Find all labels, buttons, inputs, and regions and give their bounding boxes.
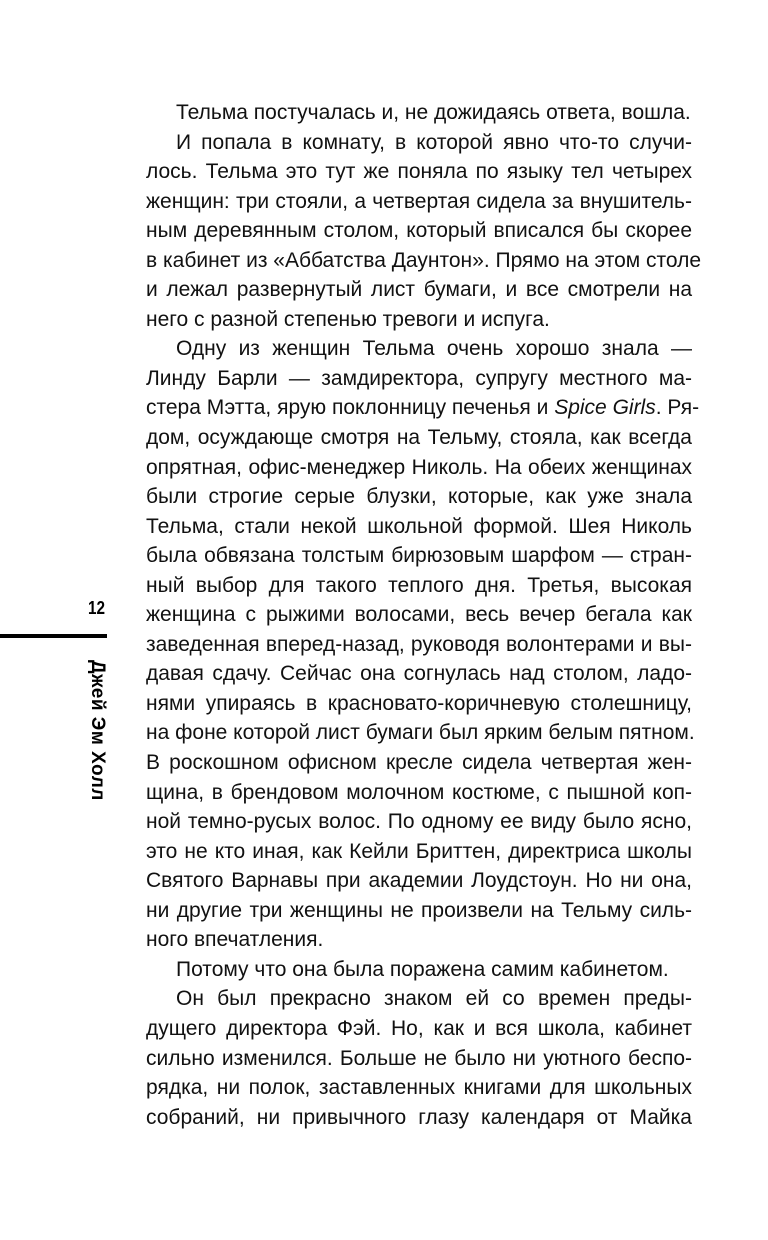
- page-number: 12: [88, 598, 106, 618]
- text-line: рядка, ни полок, заставленных книгами для школьных: [146, 1076, 692, 1100]
- text-line: Тельма, стали некой школьной формой. Шея Николь: [146, 514, 692, 538]
- text-line: Одну из женщин Тельма очень хорошо знала —: [176, 337, 692, 361]
- band-name: Spice Girls: [554, 396, 656, 420]
- text-line: него с разной степенью тревоги и испуга.: [146, 307, 550, 331]
- text-line: была обвязана толстым бирюзовым шарфом — стран-: [146, 544, 692, 568]
- text-line: ной темно-русых волос. По одному ее виду было ясно,: [146, 810, 692, 834]
- text-line: женщина с рыжими волосами, весь вечер бегала как: [146, 603, 692, 627]
- text-line: лось. Тельма это тут же поняла по языку тел четырех: [146, 160, 692, 184]
- text-line: дущего директора Фэй. Но, как и вся школа, кабинет: [146, 1016, 692, 1040]
- text-line: Он был прекрасно знаком ей со времен преды-: [176, 987, 692, 1011]
- text-line: собраний, ни привычного глазу календаря от Майка: [146, 1105, 692, 1129]
- text-line: стера Мэтта, ярую поклонницу печенья и Spice Girls. Ря-: [146, 396, 700, 420]
- running-head: [84, 660, 108, 820]
- text-line: дом, осуждающе смотря на Тельму, стояла, как всегда: [146, 426, 692, 450]
- text-line: ного впечатления.: [146, 928, 324, 952]
- text-line: И попала в комнату, в которой явно что-то случи-: [176, 130, 692, 154]
- text-line: в кабинет из «Аббатства Даунтон». Прямо на этом столе: [146, 248, 702, 272]
- text-line: ни другие три женщины не произвели на Тельму силь-: [146, 898, 692, 922]
- text-line: Линду Барли — замдиректора, супругу местного ма-: [146, 366, 692, 390]
- text-line: ный выбор для такого теплого дня. Третья, высокая: [146, 573, 692, 597]
- body-text: [146, 98, 702, 1132]
- text-line: давая сдачу. Сейчас она согнулась над столом, ладо-: [146, 662, 692, 686]
- text-line: были строгие серые блузки, которые, как уже знала: [146, 485, 692, 509]
- text-line: Святого Варнавы при академии Лоудстоун. Но ни она,: [146, 869, 692, 893]
- text-line: нями упираясь в красновато-коричневую столешницу,: [146, 691, 692, 715]
- text-line: женщин: три стояли, а четвертая сидела за внушитель-: [146, 189, 692, 213]
- text-line: на фоне которой лист бумаги был ярким белым пятном.: [146, 721, 695, 745]
- text-line: опрятная, офис-менеджер Николь. На обеих женщинах: [146, 455, 692, 479]
- text-line: и лежал развернутый лист бумаги, и все смотрели на: [146, 278, 692, 302]
- text-line: это не кто иная, как Кейли Бриттен, директриса школы: [146, 839, 692, 863]
- text-line: Потому что она была поражена самим кабинетом.: [176, 957, 669, 981]
- text-line: заведенная вперед-назад, руководя волонтерами и вы-: [146, 632, 692, 656]
- text-line: ным деревянным столом, который вписался бы скорее: [146, 219, 692, 243]
- text-line: сильно изменился. Больше не было ни уютного беспо-: [146, 1046, 692, 1070]
- author-name: Джей Эм Холл: [87, 660, 108, 801]
- margin-rule: [0, 634, 107, 638]
- text-line: щина, в брендовом молочном костюме, с пышной коп-: [146, 780, 692, 804]
- text-line: Тельма постучалась и, не дожидаясь ответа, вошла.: [176, 101, 691, 124]
- text-line: В роскошном офисном кресле сидела четвертая жен-: [146, 751, 692, 775]
